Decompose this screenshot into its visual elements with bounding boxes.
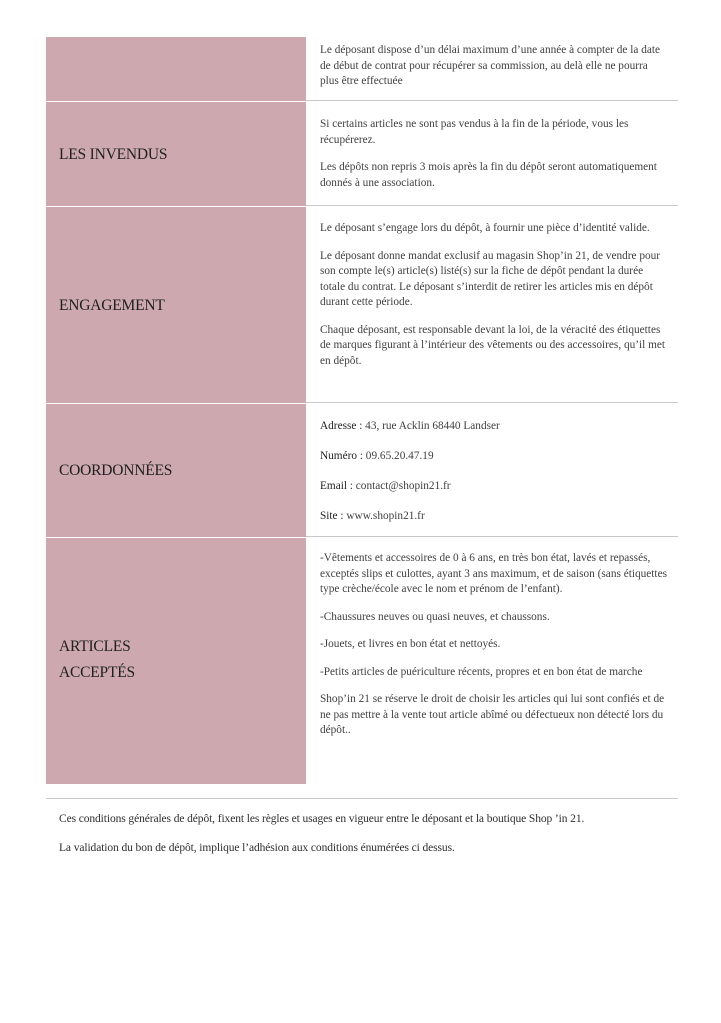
section-label-articles-line2: ACCEPTÉS	[59, 664, 135, 681]
phone-label: Numéro :	[320, 450, 363, 462]
row-content-cell	[306, 207, 678, 403]
footer-line-1: Ces conditions générales de dépôt, fixent les règles et usages en vigueur entre le déposant et la boutique Shop ’in 21.	[59, 813, 585, 825]
email-line	[320, 479, 668, 495]
row-content	[320, 43, 668, 90]
site-label: Site :	[320, 510, 344, 522]
articles-paragraph-2: -Chaussures neuves ou quasi neuves, et chaussons.	[320, 610, 550, 623]
row-label-cell	[46, 102, 306, 206]
invendus-paragraph-1: Si certains articles ne sont pas vendus à la fin de la période, vous les récupérerez.	[320, 118, 629, 146]
phone-line	[320, 449, 668, 465]
row-content-cell	[306, 37, 678, 101]
row-content	[320, 419, 668, 525]
row-content-cell	[306, 538, 678, 784]
row-label-cell	[46, 538, 306, 784]
section-label-coordonnees: COORDONNÉES	[59, 462, 173, 479]
site-line	[320, 509, 668, 525]
articles-paragraph-1: -Vêtements et accessoires de 0 à 6 ans, en très bon état, lavés et repassés, exceptés slips et culottes, ayant 3 ans maximum, et de saison (sans étiquettes type crèche/école avec le nom et prénom de l’enfant).	[320, 552, 667, 595]
engagement-paragraph-3: Chaque déposant, est responsable devant la loi, de la véracité des étiquettes de marques figurant à l’intérieur des vêtements ou des accessoires, qu’il met en dépôt.	[320, 323, 666, 367]
row-content	[320, 551, 668, 739]
address-value: 43, rue Acklin 68440 Landser	[362, 420, 500, 432]
row-engagement	[46, 207, 678, 403]
site-link[interactable]: www.shopin21.fr	[343, 510, 425, 522]
row-coordonnees	[46, 404, 678, 537]
row-articles	[46, 538, 678, 784]
address-line	[320, 419, 668, 435]
section-label-invendus: LES INVENDUS	[59, 146, 168, 163]
row-label-cell	[46, 207, 306, 403]
phone-value: 09.65.20.47.19	[362, 450, 434, 462]
row-label-cell	[46, 37, 306, 101]
footer-line-2: La validation du bon de dépôt, implique l’adhésion aux conditions énumérées ci dessus.	[59, 842, 455, 854]
articles-paragraph-3: -Jouets, et livres en bon état et nettoyés.	[320, 638, 501, 650]
email-label: Email :	[320, 480, 353, 492]
row-invendus	[46, 102, 678, 206]
section-label-engagement: ENGAGEMENT	[59, 297, 165, 314]
section-label-articles	[59, 634, 296, 686]
footer	[46, 798, 678, 854]
row-content-cell	[306, 102, 678, 206]
row-content	[320, 221, 668, 369]
invendus-paragraph-2: Les dépôts non repris 3 mois après la fin du dépôt seront automatiquement donnés à une association.	[320, 161, 657, 189]
row-content	[320, 117, 668, 191]
section-label-articles-line1: ARTICLES	[59, 638, 131, 655]
commission-paragraph: Le déposant dispose d’un délai maximum d’une année à compter de la date de début de contrat pour récupérer sa commission, au delà elle ne pourra plus être effectuée	[320, 44, 661, 87]
row-commission	[46, 37, 678, 101]
articles-paragraph-5: Shop’in 21 se réserve le droit de choisir les articles qui lui sont confiés et de ne pas mettre à la vente tout article abîmé ou défectueux non détecté lors du dépôt..	[320, 693, 665, 736]
engagement-paragraph-2: Le déposant donne mandat exclusif au magasin Shop’in 21, de vendre pour son compte le(s) article(s) listé(s) sur la fiche de dépôt pendant la durée totale du contrat. Le déposant s’interdit de retirer les articles mis en dépôt durant cette période.	[320, 249, 661, 308]
row-content-cell	[306, 404, 678, 537]
articles-paragraph-4: -Petits articles de puériculture récents, propres et en bon état de marche	[320, 665, 643, 678]
engagement-paragraph-1: Le déposant s’engage lors du dépôt, à fournir une pièce d’identité valide.	[320, 222, 650, 234]
email-link[interactable]: contact@shopin21.fr	[352, 480, 451, 492]
address-label: Adresse :	[320, 420, 363, 432]
row-label-cell	[46, 404, 306, 537]
